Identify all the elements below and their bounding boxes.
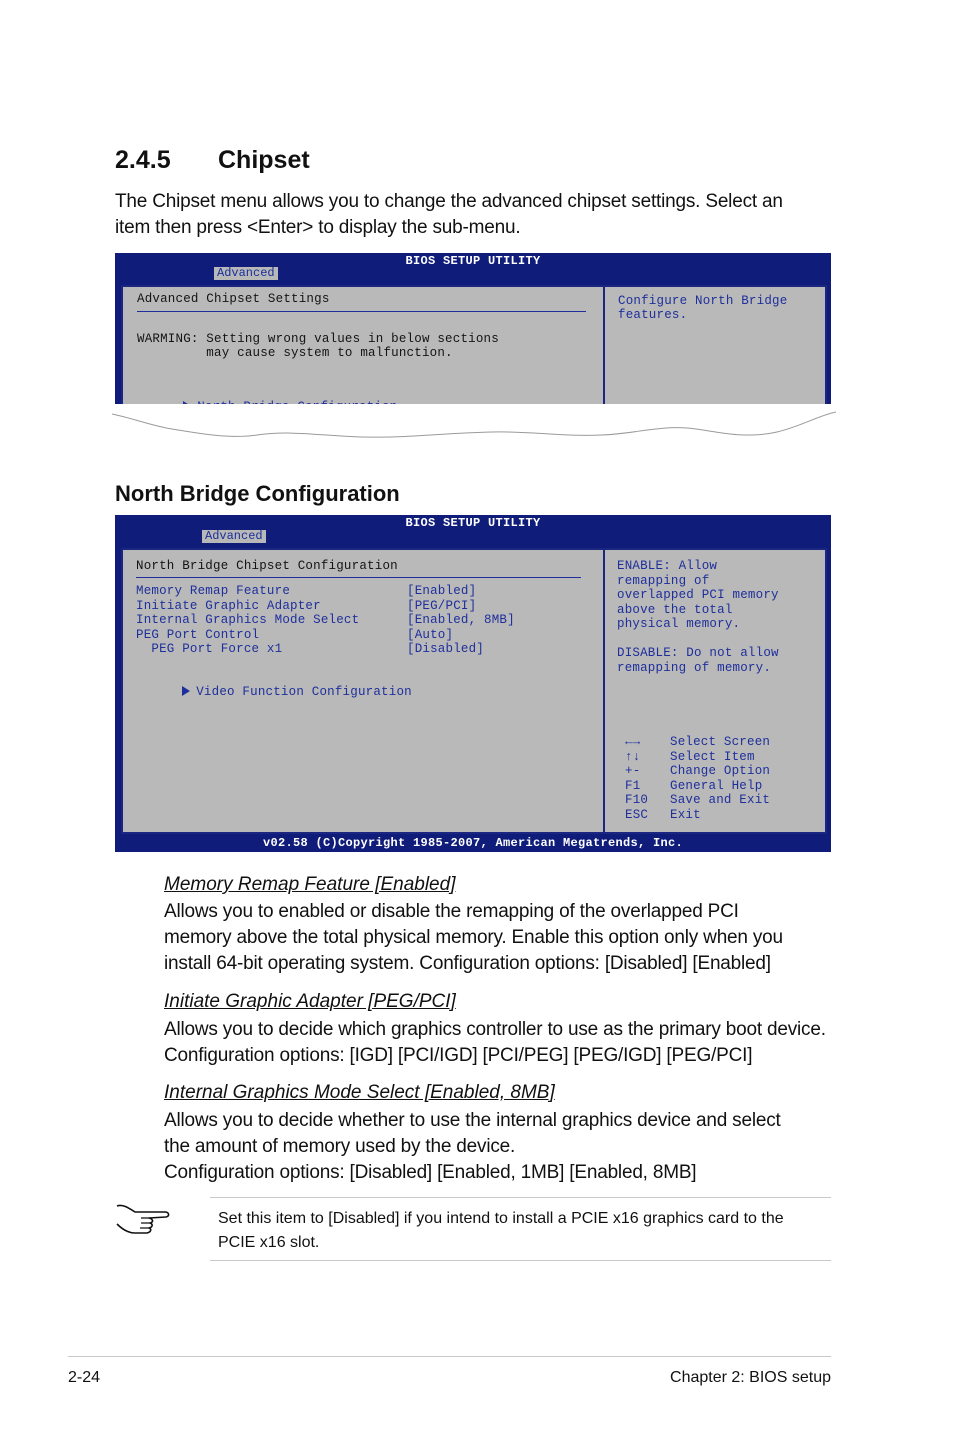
panel-heading: Advanced Chipset Settings — [137, 292, 330, 306]
option-peg-port-control-value[interactable]: [Auto] — [407, 627, 454, 642]
desc-line: Allows you to enabled or disable the remapping of the overlapped PCI — [164, 901, 739, 922]
intro-line-1: The Chipset menu allows you to change the advanced chipset settings. Select an — [115, 191, 783, 212]
desc-line: install 64-bit operating system. Configuration options: [Disabled] [Enabled] — [164, 953, 771, 974]
submenu-arrow-icon — [182, 686, 190, 696]
bios-screen-north-bridge — [115, 515, 831, 852]
warning-line-2: may cause system to malfunction. — [137, 346, 453, 360]
option-graphic-adapter-value[interactable]: [PEG/PCI] — [407, 598, 477, 613]
note-line-1: Set this item to [Disabled] if you intend to install a PCIE x16 graphics card to the — [218, 1210, 784, 1227]
key-f1: F1 — [625, 778, 641, 793]
help-line: ENABLE: Allow — [617, 559, 718, 573]
note-line-2: PCIE x16 slot. — [218, 1234, 320, 1251]
option-graphics-mode-value[interactable]: [Enabled, 8MB] — [407, 613, 515, 627]
page-number: 2-24 — [68, 1369, 101, 1386]
torn-edge — [112, 404, 836, 448]
desc-line: Configuration options: [IGD] [PCI/IGD] [PCI/PEG] [PEG/IGD] [PEG/PCI] — [164, 1045, 753, 1066]
footer-rule — [68, 1356, 831, 1357]
desc-line: Configuration options: [Disabled] [Enabled, 1MB] [Enabled, 8MB] — [164, 1162, 697, 1183]
submenu-label: Video Function Configuration — [196, 684, 412, 699]
tab-advanced[interactable]: Advanced — [214, 267, 278, 280]
desc-line: Allows you to decide whether to use the internal graphics device and select — [164, 1110, 781, 1131]
key-esc: ESC — [625, 807, 649, 822]
key-desc: Save and Exit — [670, 793, 771, 807]
help-line: remapping of memory. — [617, 660, 772, 675]
key-arrows-lr-icon: ←→ — [625, 735, 641, 749]
key-arrows-ud-icon: ↑↓ — [625, 749, 641, 764]
option-peg-force-value[interactable]: [Disabled] — [407, 642, 485, 656]
help-line-1: Configure North Bridge — [618, 294, 788, 308]
heading-underline — [137, 311, 586, 312]
option-peg-port-control-label[interactable]: PEG Port Control — [136, 627, 260, 642]
key-desc: Change Option — [670, 764, 771, 778]
option-graphic-adapter-label[interactable]: Initiate Graphic Adapter — [136, 598, 321, 613]
bios-screen-chipset — [115, 253, 831, 411]
key-desc: Select Screen — [670, 735, 771, 749]
intro-line-2: item then press <Enter> to display the sub-menu. — [115, 217, 521, 238]
desc-title-memory-remap: Memory Remap Feature [Enabled] — [164, 874, 456, 895]
panel-heading: North Bridge Chipset Configuration — [136, 559, 398, 573]
key-desc: General Help — [670, 778, 763, 793]
key-desc: Select Item — [670, 749, 755, 764]
heading-underline — [136, 577, 581, 578]
help-line: DISABLE: Do not allow — [617, 646, 779, 660]
warning-line-1: WARMING: Setting wrong values in below sections — [137, 332, 499, 346]
main-panel — [121, 548, 605, 834]
bios-title: BIOS SETUP UTILITY — [405, 254, 541, 268]
help-line: remapping of — [617, 573, 710, 588]
section-title: Chipset — [218, 146, 310, 174]
bios-title: BIOS SETUP UTILITY — [405, 516, 541, 530]
note-top-rule — [210, 1197, 831, 1198]
help-line: overlapped PCI memory — [617, 588, 779, 602]
key-f10: F10 — [625, 793, 649, 807]
tab-advanced[interactable]: Advanced — [202, 530, 266, 543]
option-peg-force-label[interactable]: PEG Port Force x1 — [136, 642, 283, 656]
desc-title-graphic-adapter: Initiate Graphic Adapter [PEG/PCI] — [164, 991, 456, 1012]
option-graphics-mode-label[interactable]: Internal Graphics Mode Select — [136, 613, 360, 627]
section-number: 2.4.5 — [115, 146, 171, 174]
pointing-hand-icon — [115, 1198, 175, 1238]
key-plus-minus-icon: +- — [625, 764, 641, 778]
chapter-label: Chapter 2: BIOS setup — [670, 1369, 831, 1386]
subsection-title: North Bridge Configuration — [115, 481, 400, 506]
desc-line: memory above the total physical memory. Enable this option only when you — [164, 927, 783, 948]
help-panel — [603, 548, 827, 834]
desc-line: Allows you to decide which graphics controller to use as the primary boot device. — [164, 1019, 826, 1040]
main-panel — [121, 285, 605, 415]
help-line: above the total — [617, 602, 733, 617]
key-desc: Exit — [670, 807, 701, 822]
copyright-bar: v02.58 (C)Copyright 1985-2007, American Megatrends, Inc. — [262, 836, 684, 850]
option-memory-remap-value[interactable]: [Enabled] — [407, 584, 477, 598]
desc-title-graphics-mode: Internal Graphics Mode Select [Enabled, 8MB] — [164, 1082, 555, 1103]
option-memory-remap-label[interactable]: Memory Remap Feature — [136, 584, 291, 598]
desc-line: the amount of memory used by the device. — [164, 1136, 516, 1157]
note-bottom-rule — [210, 1260, 831, 1261]
help-line: physical memory. — [617, 617, 741, 631]
help-panel — [603, 285, 827, 415]
help-line-2: features. — [618, 308, 688, 322]
submenu-video-function[interactable] — [136, 670, 412, 714]
